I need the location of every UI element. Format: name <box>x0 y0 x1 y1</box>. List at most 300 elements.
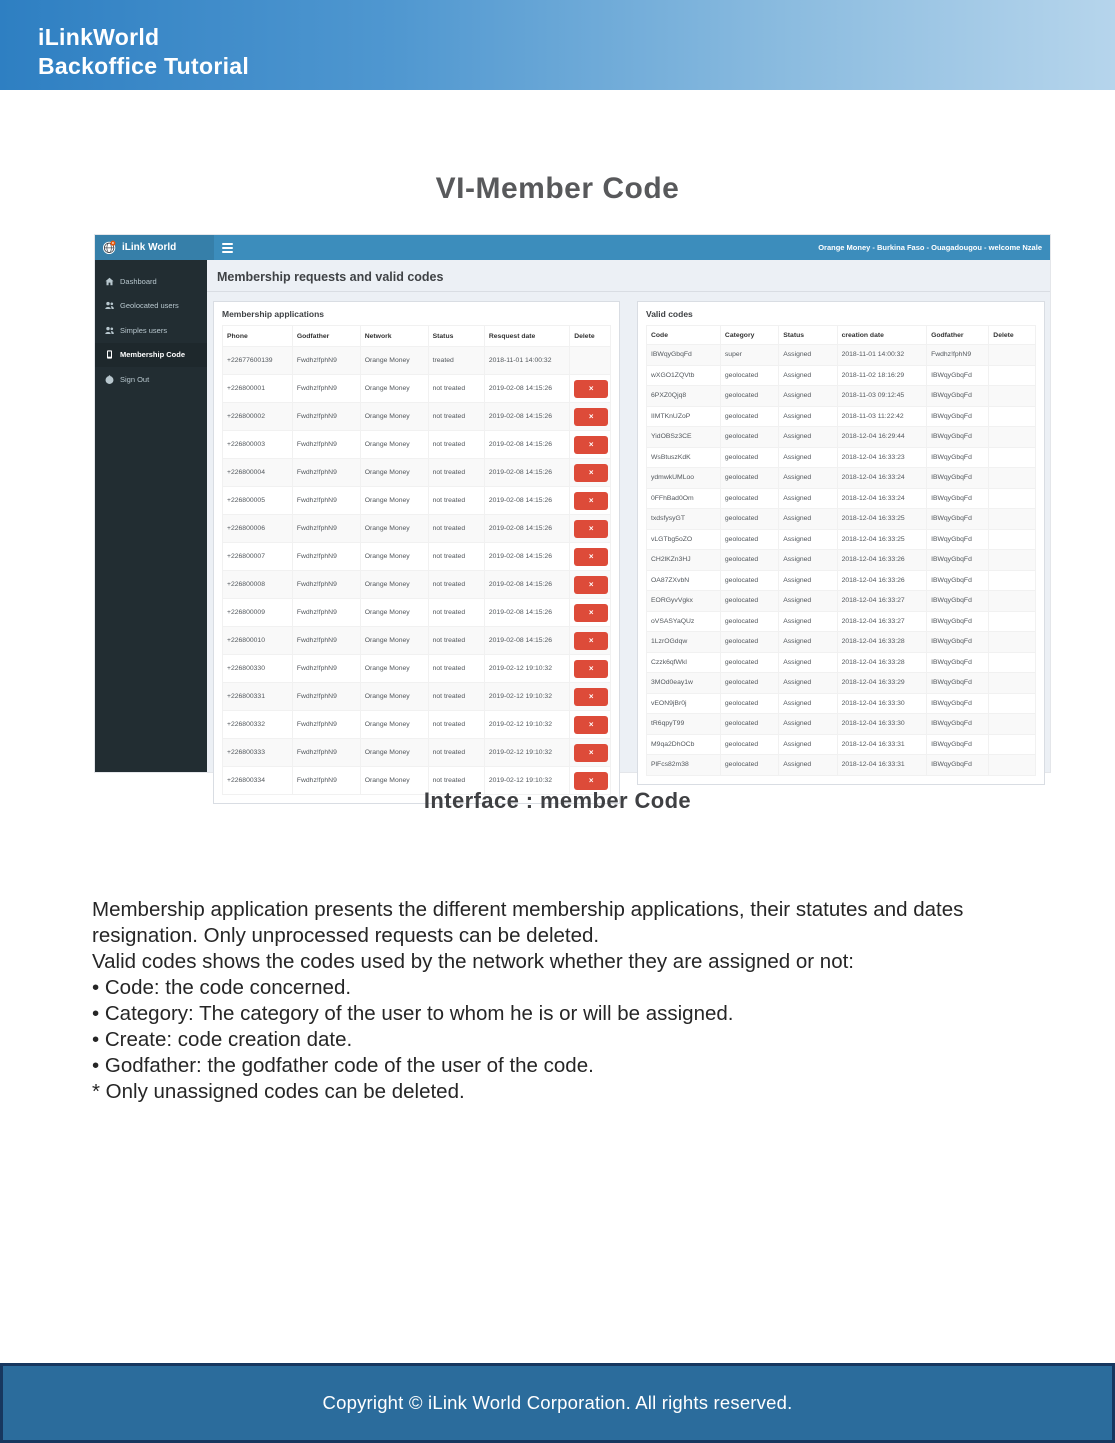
column-header: Code <box>647 326 721 345</box>
table-cell: Fwdhz!fphN9 <box>292 767 360 795</box>
table-cell <box>989 427 1036 448</box>
table-cell <box>989 591 1036 612</box>
table-cell <box>989 734 1036 755</box>
table-cell: geolocated <box>720 693 778 714</box>
table-cell: 0FFhBad0Om <box>647 488 721 509</box>
sidebar-item-sign-out[interactable] <box>95 367 207 392</box>
table-cell: Assigned <box>779 447 837 468</box>
table-cell: CH2lKZn3HJ <box>647 550 721 571</box>
table-cell: +226800004 <box>223 459 293 487</box>
table-cell: WsBtuszKdK <box>647 447 721 468</box>
table-cell: not treated <box>428 459 484 487</box>
table-cell: geolocated <box>720 447 778 468</box>
table-cell <box>989 468 1036 489</box>
column-header: Network <box>360 326 428 347</box>
table-cell: not treated <box>428 571 484 599</box>
table-cell <box>989 755 1036 776</box>
table-cell: Fwdhz!fphN9 <box>292 543 360 571</box>
table-cell: geolocated <box>720 673 778 694</box>
table-cell <box>570 431 611 459</box>
table-cell <box>989 714 1036 735</box>
table-cell: IBWqyGbqFd <box>927 427 989 448</box>
app-screenshot <box>95 235 1050 785</box>
table-cell: IBWqyGbqFd <box>927 509 989 530</box>
table-cell: IBWqyGbqFd <box>927 570 989 591</box>
table-cell: IBWqyGbqFd <box>927 714 989 735</box>
page-footer <box>0 1363 1115 1443</box>
table-cell: 2018-12-04 16:33:31 <box>837 734 926 755</box>
hamburger-menu-icon[interactable] <box>222 241 233 255</box>
table-cell: Assigned <box>779 365 837 386</box>
table-cell: +226800010 <box>223 627 293 655</box>
table-cell: IBWqyGbqFd <box>927 529 989 550</box>
table-cell: geolocated <box>720 632 778 653</box>
table-cell: not treated <box>428 739 484 767</box>
table-cell: geolocated <box>720 570 778 591</box>
table-cell: vLGTbg5oZO <box>647 529 721 550</box>
table-cell: Assigned <box>779 570 837 591</box>
table-row <box>647 632 1036 653</box>
table-cell: 2018-11-02 18:16:29 <box>837 365 926 386</box>
description-line: • Code: the code concerned. <box>92 976 352 999</box>
table-cell: +226800009 <box>223 599 293 627</box>
table-cell: 2018-12-04 16:29:44 <box>837 427 926 448</box>
table-cell: 2018-12-04 16:33:28 <box>837 652 926 673</box>
table-cell: +226800006 <box>223 515 293 543</box>
table-row <box>223 711 611 739</box>
table-cell: geolocated <box>720 406 778 427</box>
table-cell: Czzk6qfWkl <box>647 652 721 673</box>
table-cell: 2018-12-04 16:33:31 <box>837 755 926 776</box>
delete-button[interactable]: × <box>574 744 608 762</box>
delete-button[interactable]: × <box>574 604 608 622</box>
table-cell: 2019-02-12 19:10:32 <box>484 739 569 767</box>
description-line: • Category: The category of the user to whom he is or will be assigned. <box>92 1002 734 1025</box>
delete-button[interactable]: × <box>574 576 608 594</box>
sidebar-item-dashboard[interactable] <box>95 269 207 294</box>
table-cell: +226800008 <box>223 571 293 599</box>
table-cell: Fwdhz!fphN9 <box>292 459 360 487</box>
tablet-icon <box>105 350 114 359</box>
table-cell: not treated <box>428 711 484 739</box>
table-cell: geolocated <box>720 529 778 550</box>
table-cell: Fwdhz!fphN9 <box>292 627 360 655</box>
brand-text: iLink World <box>122 242 177 253</box>
table-cell: IBWqyGbqFd <box>927 468 989 489</box>
table-row <box>223 403 611 431</box>
sidebar-item-label: Sign Out <box>120 374 150 384</box>
table-cell: not treated <box>428 599 484 627</box>
table-cell <box>989 509 1036 530</box>
table-row <box>647 529 1036 550</box>
table-cell: not treated <box>428 683 484 711</box>
table-row <box>647 652 1036 673</box>
table-cell <box>570 683 611 711</box>
table-row <box>647 734 1036 755</box>
table-cell: IBWqyGbqFd <box>647 345 721 366</box>
table-cell: +226800332 <box>223 711 293 739</box>
table-cell: 2018-11-01 14:00:32 <box>484 347 569 375</box>
table-cell: +226800007 <box>223 543 293 571</box>
table-row <box>647 550 1036 571</box>
table-cell: Assigned <box>779 427 837 448</box>
tutorial-banner <box>0 0 1115 90</box>
table-cell: geolocated <box>720 386 778 407</box>
valid-panel-title: Valid codes <box>646 309 693 319</box>
table-cell <box>989 488 1036 509</box>
table-cell: IBWqyGbqFd <box>927 591 989 612</box>
delete-button[interactable]: × <box>574 436 608 454</box>
table-row <box>647 365 1036 386</box>
table-cell: 2019-02-08 14:15:26 <box>484 599 569 627</box>
app-body <box>95 260 1050 785</box>
table-cell: 2019-02-12 19:10:32 <box>484 711 569 739</box>
table-cell: Orange Money <box>360 375 428 403</box>
table-cell: Assigned <box>779 673 837 694</box>
table-row <box>647 673 1036 694</box>
table-cell: IBWqyGbqFd <box>927 447 989 468</box>
table-cell: 2018-12-04 16:33:23 <box>837 447 926 468</box>
table-cell: not treated <box>428 375 484 403</box>
table-cell <box>989 693 1036 714</box>
table-cell: Orange Money <box>360 487 428 515</box>
sidebar <box>95 260 207 772</box>
table-row <box>647 591 1036 612</box>
table-cell: Assigned <box>779 529 837 550</box>
table-cell: IBWqyGbqFd <box>927 365 989 386</box>
delete-button[interactable]: × <box>574 660 608 678</box>
table-cell: 2019-02-08 14:15:26 <box>484 487 569 515</box>
table-cell: geolocated <box>720 611 778 632</box>
table-cell: Orange Money <box>360 403 428 431</box>
description-line: Membership application presents the different membership applications, their statutes and dates resignation. Only unprocessed requests can be deleted. <box>92 898 964 947</box>
column-header: creation date <box>837 326 926 345</box>
table-cell: Assigned <box>779 652 837 673</box>
table-cell: Fwdhz!fphN9 <box>292 375 360 403</box>
table-cell <box>570 739 611 767</box>
delete-button[interactable]: × <box>574 632 608 650</box>
column-header: Status <box>779 326 837 345</box>
table-cell: 2019-02-12 19:10:32 <box>484 767 569 795</box>
table-cell: Assigned <box>779 591 837 612</box>
table-cell <box>570 487 611 515</box>
table-cell: +226800331 <box>223 683 293 711</box>
table-cell: wXGO1ZQVtb <box>647 365 721 386</box>
table-row <box>223 571 611 599</box>
table-cell: 2019-02-12 19:10:32 <box>484 655 569 683</box>
table-row <box>223 599 611 627</box>
table-cell: Assigned <box>779 734 837 755</box>
table-cell: geolocated <box>720 591 778 612</box>
copyright-text: Copyright © iLink World Corporation. All rights reserved. <box>322 1392 793 1413</box>
description-line: • Godfather: the godfather code of the user of the code. <box>92 1054 594 1077</box>
app-logo[interactable] <box>95 235 214 260</box>
table-cell: IBWqyGbqFd <box>927 652 989 673</box>
table-cell: 2018-12-04 16:33:25 <box>837 529 926 550</box>
table-cell: OA87ZXvbN <box>647 570 721 591</box>
table-cell: 2018-12-04 16:33:30 <box>837 714 926 735</box>
table-cell: Assigned <box>779 693 837 714</box>
table-cell <box>570 403 611 431</box>
sidebar-item-label: Simples users <box>120 325 168 335</box>
table-cell: Fwdhz!fphN9 <box>292 347 360 375</box>
table-row <box>647 488 1036 509</box>
table-cell <box>989 447 1036 468</box>
table-cell: Fwdhz!fphN9 <box>292 515 360 543</box>
description-line: • Create: code creation date. <box>92 1028 353 1051</box>
sidebar-item-label: Membership Code <box>120 350 186 360</box>
table-cell: Fwdhz!fphN9 <box>292 599 360 627</box>
table-cell: not treated <box>428 403 484 431</box>
table-cell <box>989 365 1036 386</box>
table-cell: geolocated <box>720 365 778 386</box>
table-cell: Orange Money <box>360 767 428 795</box>
table-row <box>647 345 1036 366</box>
sidebar-item-label: Geolocated users <box>120 301 179 311</box>
table-cell: geolocated <box>720 427 778 448</box>
table-cell: ydmwkUMLoo <box>647 468 721 489</box>
column-header: Resquest date <box>484 326 569 347</box>
table-cell: 2018-11-01 14:00:32 <box>837 345 926 366</box>
delete-button[interactable]: × <box>574 492 608 510</box>
table-cell: not treated <box>428 627 484 655</box>
table-row <box>223 683 611 711</box>
delete-button[interactable]: × <box>574 520 608 538</box>
table-cell: 2019-02-08 14:15:26 <box>484 403 569 431</box>
table-cell: +226800334 <box>223 767 293 795</box>
table-cell: 2019-02-08 14:15:26 <box>484 627 569 655</box>
table-cell <box>570 375 611 403</box>
table-cell: 3MOd0eay1w <box>647 673 721 694</box>
delete-button[interactable]: × <box>574 408 608 426</box>
table-cell: IBWqyGbqFd <box>927 632 989 653</box>
table-cell <box>570 655 611 683</box>
table-cell: Assigned <box>779 509 837 530</box>
delete-button[interactable]: × <box>574 772 608 790</box>
sidebar-item-label: Dashboard <box>120 276 157 286</box>
table-cell: Assigned <box>779 714 837 735</box>
table-cell: IIMTKnUZoP <box>647 406 721 427</box>
table-cell: 2019-02-08 14:15:26 <box>484 543 569 571</box>
table-cell <box>989 529 1036 550</box>
table-cell: +226800333 <box>223 739 293 767</box>
table-cell <box>989 406 1036 427</box>
description-line: Valid codes shows the codes used by the network whether they are assigned or not: <box>92 950 854 973</box>
sidebar-item-simples-users[interactable] <box>95 318 207 343</box>
sidebar-item-membership-code[interactable] <box>95 343 207 368</box>
page-title: VI-Member Code <box>435 172 680 205</box>
table-cell <box>989 345 1036 366</box>
column-header: Category <box>720 326 778 345</box>
column-header: Phone <box>223 326 293 347</box>
table-cell: +226800005 <box>223 487 293 515</box>
delete-button[interactable]: × <box>574 716 608 734</box>
column-header: Status <box>428 326 484 347</box>
column-header: Delete <box>570 326 611 347</box>
column-header: Delete <box>989 326 1036 345</box>
table-row <box>647 611 1036 632</box>
table-cell: 2018-12-04 16:33:24 <box>837 488 926 509</box>
table-cell: +22677600139 <box>223 347 293 375</box>
table-cell: IBWqyGbqFd <box>927 734 989 755</box>
table-cell: 2018-12-04 16:33:26 <box>837 570 926 591</box>
table-cell: 2019-02-08 14:15:26 <box>484 431 569 459</box>
table-cell: tR6qpyT99 <box>647 714 721 735</box>
panels <box>207 292 1050 804</box>
home-icon <box>105 277 114 286</box>
membership-applications-panel <box>213 301 620 804</box>
table-cell: 2018-12-04 16:33:28 <box>837 632 926 653</box>
power-icon <box>105 375 114 384</box>
table-cell <box>989 570 1036 591</box>
banner-title: iLinkWorld <box>38 24 160 50</box>
table-cell: Assigned <box>779 632 837 653</box>
table-cell: super <box>720 345 778 366</box>
table-cell <box>570 711 611 739</box>
table-cell <box>570 627 611 655</box>
users-icon <box>105 301 114 310</box>
table-cell: Orange Money <box>360 627 428 655</box>
table-cell: Fwdhz!fphN9 <box>292 431 360 459</box>
table-cell <box>989 550 1036 571</box>
table-cell: Fwdhz!fphN9 <box>927 345 989 366</box>
table-cell: 2019-02-08 14:15:26 <box>484 571 569 599</box>
table-row <box>647 406 1036 427</box>
table-cell: not treated <box>428 431 484 459</box>
topbar-main <box>214 235 1050 260</box>
table-row <box>223 515 611 543</box>
table-cell: IBWqyGbqFd <box>927 406 989 427</box>
users-icon <box>105 326 114 335</box>
main-content <box>207 260 1050 785</box>
table-row <box>647 693 1036 714</box>
table-cell: geolocated <box>720 652 778 673</box>
sidebar-item-geolocated-users[interactable] <box>95 294 207 319</box>
description-text <box>92 897 1037 1105</box>
table-row <box>223 347 611 375</box>
table-cell: +226800002 <box>223 403 293 431</box>
table-cell: IBWqyGbqFd <box>927 386 989 407</box>
table-cell: 2018-11-03 11:22:42 <box>837 406 926 427</box>
table-cell: 2019-02-12 19:10:32 <box>484 683 569 711</box>
table-cell: not treated <box>428 767 484 795</box>
globe-icon <box>102 240 117 255</box>
valid-codes-table <box>646 325 1036 776</box>
table-cell: Assigned <box>779 468 837 489</box>
table-row <box>223 739 611 767</box>
table-cell: Orange Money <box>360 655 428 683</box>
table-row <box>223 627 611 655</box>
table-cell: geolocated <box>720 468 778 489</box>
table-cell <box>570 347 611 375</box>
table-cell <box>570 543 611 571</box>
table-cell: txdsfysyGT <box>647 509 721 530</box>
table-cell: not treated <box>428 515 484 543</box>
table-cell <box>570 571 611 599</box>
table-cell <box>989 611 1036 632</box>
table-cell: IBWqyGbqFd <box>927 550 989 571</box>
table-cell: +226800330 <box>223 655 293 683</box>
table-row <box>647 427 1036 448</box>
table-cell: EORGyvVgkx <box>647 591 721 612</box>
table-row <box>223 459 611 487</box>
table-cell: 2019-02-08 14:15:26 <box>484 375 569 403</box>
table-cell: Assigned <box>779 345 837 366</box>
delete-button[interactable]: × <box>574 548 608 566</box>
delete-button[interactable]: × <box>574 688 608 706</box>
table-row <box>647 755 1036 776</box>
table-cell: Fwdhz!fphN9 <box>292 683 360 711</box>
table-cell: not treated <box>428 655 484 683</box>
table-row <box>647 509 1036 530</box>
table-cell: +226800003 <box>223 431 293 459</box>
table-cell: 2018-12-04 16:33:26 <box>837 550 926 571</box>
description-line: * Only unassigned codes can be deleted. <box>92 1080 465 1103</box>
valid-codes-panel <box>637 301 1045 785</box>
table-cell: 2019-02-08 14:15:26 <box>484 515 569 543</box>
table-cell: Orange Money <box>360 459 428 487</box>
delete-button[interactable]: × <box>574 464 608 482</box>
table-cell: YidOBSz3CE <box>647 427 721 448</box>
table-row <box>647 714 1036 735</box>
banner-subtitle: Backoffice Tutorial <box>38 53 250 79</box>
delete-button[interactable]: × <box>574 380 608 398</box>
table-cell: IBWqyGbqFd <box>927 488 989 509</box>
table-cell: oVSASYaQUz <box>647 611 721 632</box>
table-cell <box>570 459 611 487</box>
table-cell: Assigned <box>779 386 837 407</box>
table-cell: geolocated <box>720 734 778 755</box>
table-cell: Assigned <box>779 611 837 632</box>
table-cell: Orange Money <box>360 571 428 599</box>
table-cell: geolocated <box>720 714 778 735</box>
content-title: Membership requests and valid codes <box>207 260 1050 292</box>
table-cell: IBWqyGbqFd <box>927 693 989 714</box>
table-cell: Orange Money <box>360 711 428 739</box>
table-cell: Orange Money <box>360 599 428 627</box>
table-cell: Fwdhz!fphN9 <box>292 487 360 515</box>
table-cell: 2018-12-04 16:33:25 <box>837 509 926 530</box>
table-cell <box>570 515 611 543</box>
table-row <box>647 447 1036 468</box>
table-cell: Orange Money <box>360 347 428 375</box>
table-cell: geolocated <box>720 509 778 530</box>
table-cell: Assigned <box>779 755 837 776</box>
table-cell: treated <box>428 347 484 375</box>
table-cell <box>570 599 611 627</box>
table-row <box>223 431 611 459</box>
table-row <box>647 570 1036 591</box>
table-cell: Assigned <box>779 488 837 509</box>
table-cell: 2018-12-04 16:33:27 <box>837 591 926 612</box>
table-cell: geolocated <box>720 550 778 571</box>
table-cell: vEON9jBr0j <box>647 693 721 714</box>
table-cell: IBWqyGbqFd <box>927 611 989 632</box>
table-cell: 2018-12-04 16:33:27 <box>837 611 926 632</box>
table-cell: 2018-12-04 16:33:30 <box>837 693 926 714</box>
table-cell: Orange Money <box>360 543 428 571</box>
table-cell: Fwdhz!fphN9 <box>292 711 360 739</box>
table-cell: 2018-12-04 16:33:24 <box>837 468 926 489</box>
table-cell: IBWqyGbqFd <box>927 673 989 694</box>
column-header: Godfather <box>927 326 989 345</box>
table-row <box>647 468 1036 489</box>
column-header: Godfather <box>292 326 360 347</box>
table-row <box>223 543 611 571</box>
table-row <box>223 487 611 515</box>
app-topbar <box>95 235 1050 260</box>
table-row <box>647 386 1036 407</box>
